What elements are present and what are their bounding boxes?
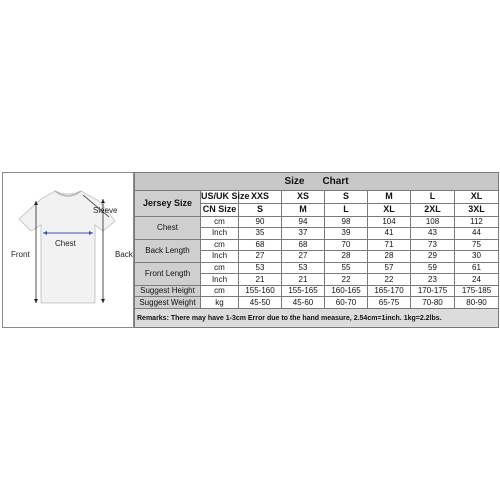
size-header: S (325, 191, 368, 204)
table-cell: 75 (455, 239, 499, 251)
table-cell: 90 (239, 216, 282, 228)
cn-size-header: L (325, 203, 368, 216)
back-label: Back (115, 250, 133, 259)
table-cell: 45-50 (239, 297, 282, 309)
table-cell: 175-185 (455, 285, 499, 297)
title-row (135, 173, 499, 191)
table-cell: 37 (282, 228, 325, 240)
size-header: L (411, 191, 455, 204)
table-cell: 29 (411, 251, 455, 263)
jersey-size-label: Jersey Size (135, 191, 201, 217)
cn-size-header: S (239, 203, 282, 216)
table-cell: 53 (239, 262, 282, 274)
cn-size-label: CN Size (201, 203, 239, 216)
front-label: Front (11, 250, 30, 259)
table-cell: 155-165 (282, 285, 325, 297)
table-cell: 39 (325, 228, 368, 240)
table-cell: 45-60 (282, 297, 325, 309)
table-cell: 68 (239, 239, 282, 251)
suggest-weight-label: Suggest Weight (135, 297, 201, 309)
table-cell: 22 (325, 274, 368, 286)
table-cell: 112 (455, 216, 499, 228)
table-cell: 61 (455, 262, 499, 274)
table-cell: 68 (282, 239, 325, 251)
table-cell: 65-75 (368, 297, 411, 309)
chest-row-label: Chest (135, 216, 201, 239)
table-cell: 44 (455, 228, 499, 240)
suggest-height-label: Suggest Height (135, 285, 201, 297)
unit-cell: Inch (201, 228, 239, 240)
table-cell: 73 (411, 239, 455, 251)
size-header: XL (455, 191, 499, 204)
table-cell: 80-90 (455, 297, 499, 309)
table-cell: 57 (368, 262, 411, 274)
us-uk-size-label: US/UK Size (201, 191, 250, 202)
unit-cell: cm (201, 239, 239, 251)
table-cell: 98 (325, 216, 368, 228)
table-cell: 27 (239, 251, 282, 263)
table-cell: 21 (239, 274, 282, 286)
table-cell: 24 (455, 274, 499, 286)
table-cell: 23 (411, 274, 455, 286)
size-header: XXS (239, 191, 282, 204)
table-cell: 53 (282, 262, 325, 274)
remarks-row (135, 309, 499, 328)
suggest-weight-row (135, 297, 499, 309)
suggest-height-row (135, 285, 499, 297)
table-cell: 28 (368, 251, 411, 263)
unit-cell: kg (201, 297, 239, 309)
front-length-row-label: Front Length (135, 262, 201, 285)
unit-cell: Inch (201, 274, 239, 286)
table-cell: 41 (368, 228, 411, 240)
table-cell: 94 (282, 216, 325, 228)
table-cell: 30 (455, 251, 499, 263)
chest-label: Chest (55, 239, 76, 248)
table-cell: 70-80 (411, 297, 455, 309)
table-cell: 60-70 (325, 297, 368, 309)
size-chart-table (134, 172, 499, 328)
table-cell: 21 (282, 274, 325, 286)
size-header: M (368, 191, 411, 204)
table-cell: 43 (411, 228, 455, 240)
table-cell: 28 (325, 251, 368, 263)
cn-size-header: 3XL (455, 203, 499, 216)
table-cell: 155-160 (239, 285, 282, 297)
table-cell: 35 (239, 228, 282, 240)
remarks-text: Remarks: There may have 1-3cm Error due to the hand measure, 2.54cm=1inch. 1kg=2.2lbs. (135, 309, 499, 328)
table-cell: 165-170 (368, 285, 411, 297)
cn-size-header: 2XL (411, 203, 455, 216)
size-chart-title: Size Chart (135, 173, 499, 191)
sleeve-label: Sleeve (93, 206, 118, 215)
unit-cell: Inch (201, 251, 239, 263)
table-cell: 160-165 (325, 285, 368, 297)
table-cell: 108 (411, 216, 455, 228)
unit-cell: cm (201, 285, 239, 297)
table-cell: 70 (325, 239, 368, 251)
table-cell: 22 (368, 274, 411, 286)
table-cell: 71 (368, 239, 411, 251)
unit-cell: cm (201, 216, 239, 228)
size-header: XS (282, 191, 325, 204)
table-cell: 104 (368, 216, 411, 228)
us-uk-size-row (135, 191, 499, 204)
back-length-cm-row (135, 239, 499, 251)
table-cell: 55 (325, 262, 368, 274)
chest-cm-row (135, 216, 499, 228)
table-cell: 170-175 (411, 285, 455, 297)
cn-size-header: XL (368, 203, 411, 216)
table-cell: 59 (411, 262, 455, 274)
front-length-cm-row (135, 262, 499, 274)
cn-size-header: M (282, 203, 325, 216)
back-length-row-label: Back Length (135, 239, 201, 262)
table-cell: 27 (282, 251, 325, 263)
jersey-diagram (2, 172, 134, 328)
unit-cell: cm (201, 262, 239, 274)
